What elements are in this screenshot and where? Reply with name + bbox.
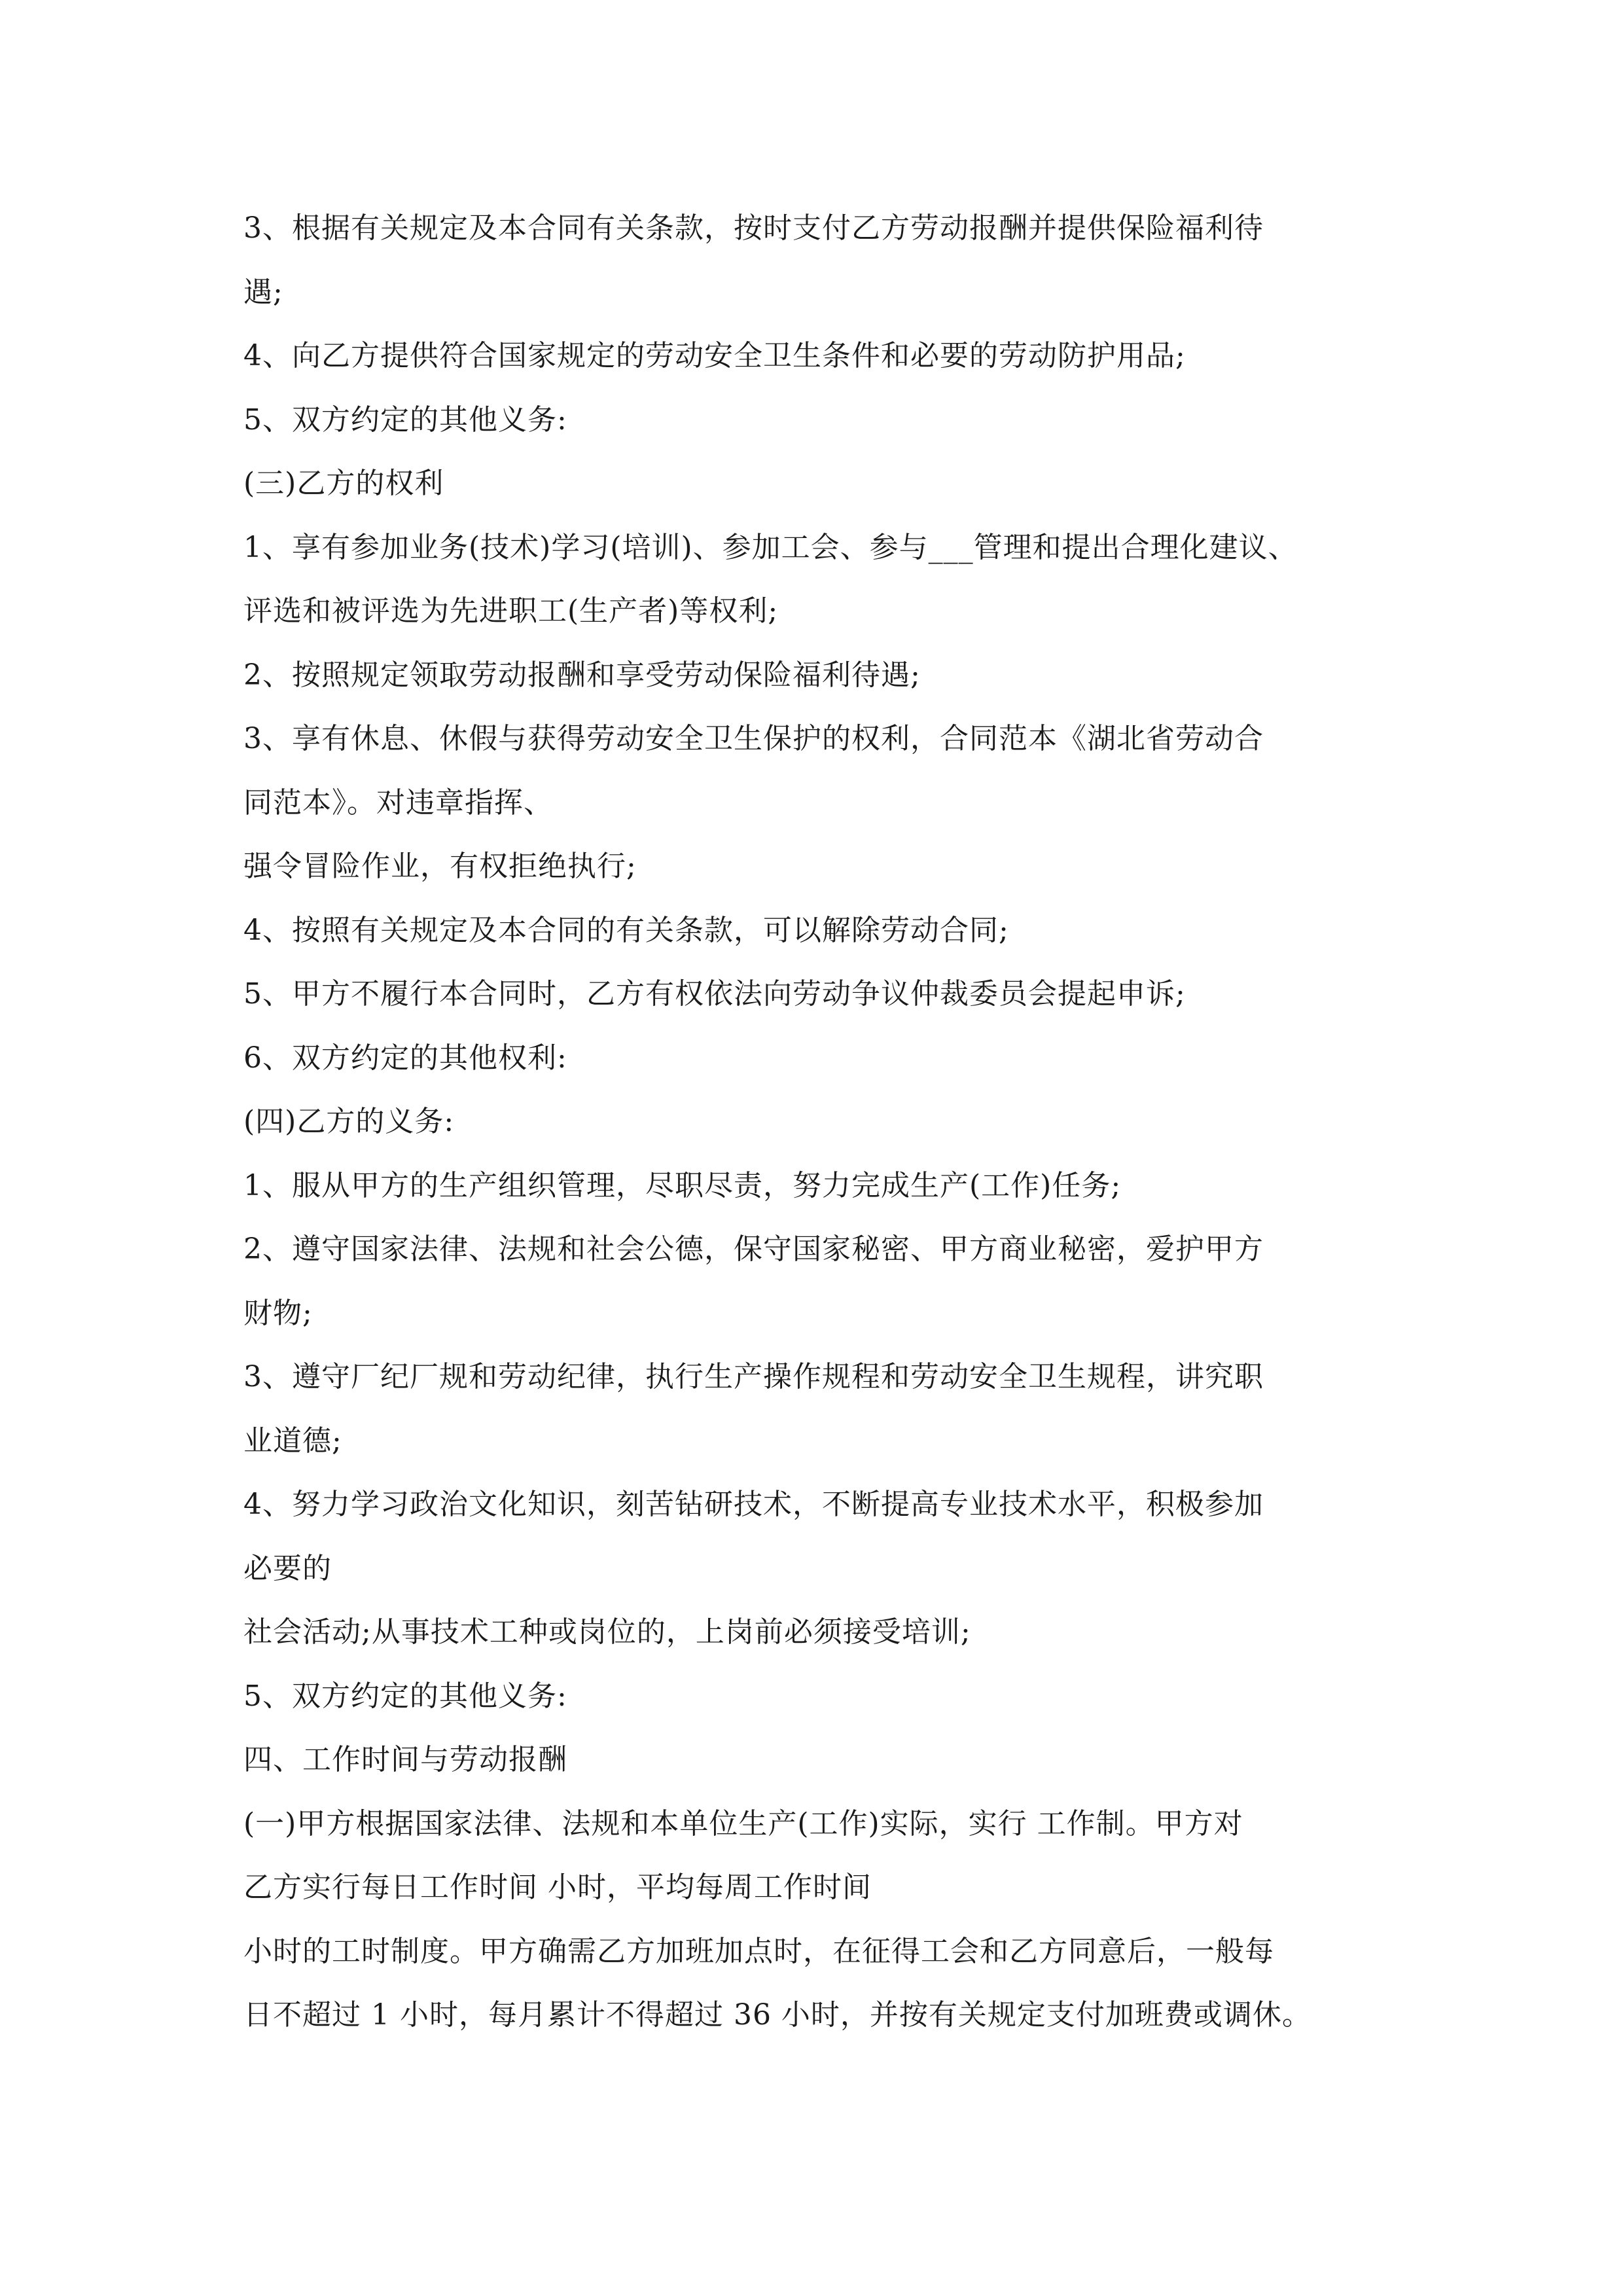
text-line: 6、双方约定的其他权利: xyxy=(243,1041,567,1075)
text-line: 强令冒险作业，有权拒绝执行; xyxy=(243,850,637,883)
text-line: 乙方实行每日工作时间 小时，平均每周工作时间 xyxy=(243,1871,872,1904)
text-line: 3、遵守厂纪厂规和劳动纪律，执行生产操作规程和劳动安全卫生规程，讲究职 xyxy=(243,1360,1264,1393)
text-line: 2、遵守国家法律、法规和社会公德，保守国家秘密、甲方商业秘密，爱护甲方 xyxy=(243,1232,1264,1266)
text-line: (一)甲方根据国家法律、法规和本单位生产(工作)实际，实行 工作制。甲方对 xyxy=(243,1806,1243,1840)
text-line: 1、服从甲方的生产组织管理，尽职尽责，努力完成生产(工作)任务; xyxy=(243,1168,1122,1202)
text-line: 4、努力学习政治文化知识，刻苦钻研技术，不断提高专业技术水平，积极参加 xyxy=(243,1488,1264,1521)
text-line: 1、享有参加业务(技术)学习(培训)、参加工会、参与___管理和提出合理化建议、 xyxy=(243,530,1298,564)
text-line: 3、根据有关规定及本合同有关条款，按时支付乙方劳动报酬并提供保险福利待 xyxy=(243,211,1264,245)
text-line: 遇; xyxy=(243,275,283,309)
text-line: 5、双方约定的其他义务: xyxy=(243,1679,567,1713)
text-line: 评选和被评选为先进职工(生产者)等权利; xyxy=(243,594,779,628)
text-line: 财物; xyxy=(243,1296,313,1330)
section-heading: (四)乙方的义务: xyxy=(243,1105,455,1138)
text-line: 小时的工时制度。甲方确需乙方加班加点时，在征得工会和乙方同意后，一般每 xyxy=(243,1934,1274,1968)
text-line: 2、按照规定领取劳动报酬和享受劳动保险福利待遇; xyxy=(243,658,921,692)
text-line: 日不超过 1 小时，每月累计不得超过 36 小时，并按有关规定支付加班费或调休。 xyxy=(243,1998,1311,2032)
text-line: 社会活动;从事技术工种或岗位的，上岗前必须接受培训; xyxy=(243,1615,971,1649)
text-line: 业道德; xyxy=(243,1424,342,1458)
text-line: 同范本》。对违章指挥、 xyxy=(243,785,553,819)
document-body xyxy=(243,196,1395,2047)
text-line: 3、享有休息、休假与获得劳动安全卫生保护的权利，合同范本《湖北省劳动合 xyxy=(243,722,1264,755)
text-line: 必要的 xyxy=(243,1551,332,1585)
section-heading: (三)乙方的权利 xyxy=(243,467,444,500)
text-line: 4、按照有关规定及本合同的有关条款，可以解除劳动合同; xyxy=(243,913,1009,947)
text-line: 5、甲方不履行本合同时，乙方有权依法向劳动争议仲裁委员会提起申诉; xyxy=(243,977,1186,1011)
text-line: 5、双方约定的其他义务: xyxy=(243,403,567,437)
text-line: 4、向乙方提供符合国家规定的劳动安全卫生条件和必要的劳动防护用品; xyxy=(243,339,1186,372)
section-heading: 四、工作时间与劳动报酬 xyxy=(243,1743,567,1776)
